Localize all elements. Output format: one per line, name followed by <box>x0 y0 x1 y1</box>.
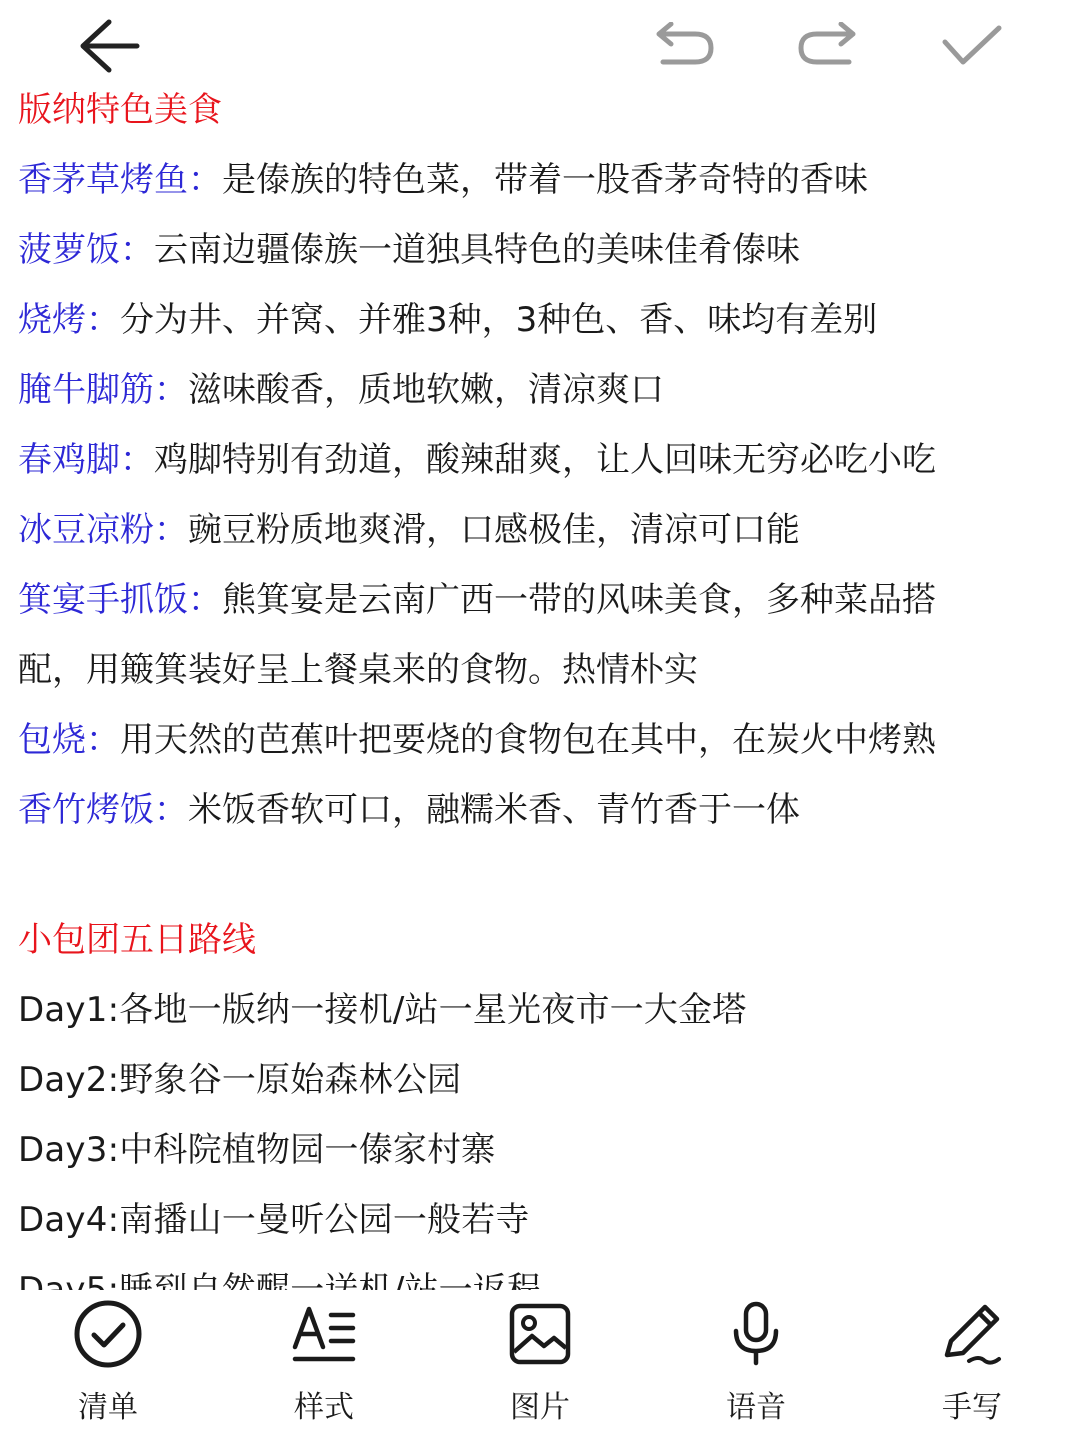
food-item-text: 豌豆粉质地爽滑，口感极佳，清凉可口能 <box>188 510 800 550</box>
food-item-title: 春鸡脚： <box>18 440 154 480</box>
microphone-icon <box>718 1296 794 1372</box>
text-style-icon <box>286 1296 362 1372</box>
checklist-label: 清单 <box>78 1390 138 1425</box>
food-item-title: 腌牛脚筋： <box>18 370 188 410</box>
food-item-text: 云南边疆傣族一道独具特色的美味佳肴傣味 <box>154 230 800 270</box>
check-icon <box>939 22 1005 70</box>
food-item <box>18 215 1068 285</box>
voice-label: 语音 <box>726 1390 786 1425</box>
food-item-text: 滋味酸香，质地软嫩，清凉爽口 <box>188 370 664 410</box>
bottom-toolbar <box>0 1290 1080 1440</box>
food-item <box>18 495 1068 565</box>
checklist-circle-icon <box>70 1296 146 1372</box>
food-item <box>18 145 1068 215</box>
food-item <box>18 355 1068 425</box>
food-item-text: 鸡脚特别有劲道，酸辣甜爽，让人回味无穷必吃小吃 <box>154 440 936 480</box>
section-heading-food: 版纳特色美食 <box>18 90 222 130</box>
section-heading-route: 小包团五日路线 <box>18 920 256 960</box>
food-item-text: 米饭香软可口，融糯米香、青竹香于一体 <box>188 790 800 830</box>
redo-icon <box>795 22 861 70</box>
food-item-text: 熊箕宴是云南广西一带的风味美食，多种菜品搭 <box>222 580 936 620</box>
blank-line <box>18 845 1068 905</box>
voice-button[interactable] <box>686 1290 826 1440</box>
pen-icon <box>934 1296 1010 1372</box>
back-button[interactable] <box>72 10 144 82</box>
route-day: Day3:中科院植物园一傣家村寨 <box>18 1130 496 1170</box>
note-content[interactable] <box>18 75 1068 1325</box>
food-item-continuation: 配，用簸箕装好呈上餐桌来的食物。热情朴实 <box>18 650 698 690</box>
handwrite-button[interactable] <box>902 1290 1042 1440</box>
food-item <box>18 425 1068 495</box>
food-item-text: 分为井、并窝、并雅3种，3种色、香、味均有差别 <box>120 300 878 340</box>
undo-icon <box>651 22 717 70</box>
food-item-title: 包烧： <box>18 720 120 760</box>
food-item <box>18 285 1068 355</box>
food-item <box>18 565 1068 635</box>
food-item-title: 香茅草烤鱼： <box>18 160 222 200</box>
image-icon <box>502 1296 578 1372</box>
route-day: Day2:野象谷一原始森林公园 <box>18 1060 462 1100</box>
route-day: Day1:各地一版纳一接机/站一星光夜市一大金塔 <box>18 990 747 1030</box>
handwrite-label: 手写 <box>942 1390 1002 1425</box>
food-item-title: 菠萝饭： <box>18 230 154 270</box>
done-button[interactable] <box>936 10 1008 82</box>
food-item-text: 用天然的芭蕉叶把要烧的食物包在其中，在炭火中烤熟 <box>120 720 936 760</box>
food-item <box>18 775 1068 845</box>
food-item-text: 是傣族的特色菜，带着一股香茅奇特的香味 <box>222 160 868 200</box>
undo-button[interactable] <box>648 10 720 82</box>
style-button[interactable] <box>254 1290 394 1440</box>
arrow-left-icon <box>75 16 141 76</box>
image-button[interactable] <box>470 1290 610 1440</box>
style-label: 样式 <box>294 1390 354 1425</box>
food-item-title: 烧烤： <box>18 300 120 340</box>
food-item-title: 冰豆凉粉： <box>18 510 188 550</box>
checklist-button[interactable] <box>38 1290 178 1440</box>
food-item-title: 箕宴手抓饭： <box>18 580 222 620</box>
image-label: 图片 <box>510 1390 570 1425</box>
food-item-title: 香竹烤饭： <box>18 790 188 830</box>
redo-button[interactable] <box>792 10 864 82</box>
route-day: Day4:南播山一曼听公园一般若寺 <box>18 1200 530 1240</box>
food-item <box>18 705 1068 775</box>
